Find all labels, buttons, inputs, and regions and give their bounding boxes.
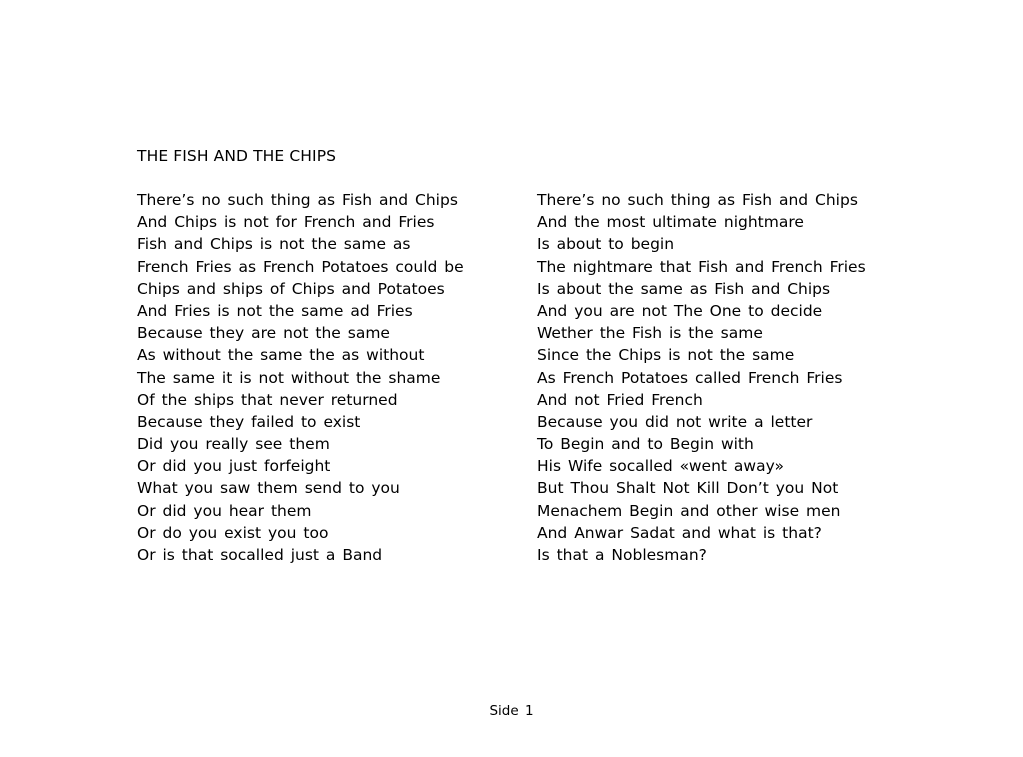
poem-line: Menachem Begin and other wise men (537, 501, 841, 520)
poem-line: And the most ultimate nightmare (537, 213, 804, 232)
poem-line: Since the Chips is not the same (537, 346, 795, 365)
poem-column-right (537, 189, 866, 566)
poem-line: Is about to begin (537, 235, 675, 254)
poem-line: And Chips is not for French and Fries (137, 213, 435, 232)
poem-line: To Begin and to Begin with (537, 435, 754, 454)
poem-line: And Anwar Sadat and what is that? (537, 523, 822, 542)
poem-line: And not Fried French (537, 390, 703, 409)
poem-title: THE FISH AND THE CHIPS (137, 147, 337, 165)
poem-line: Or do you exist you too (137, 523, 329, 542)
poem-line: Because they are not the same (137, 324, 390, 343)
poem-column-left (137, 189, 464, 566)
poem-line: And Fries is not the same ad Fries (137, 301, 413, 320)
poem-line: Fish and Chips is not the same as (137, 235, 411, 254)
poem-line: And you are not The One to decide (537, 301, 823, 320)
poem-line: Or did you just forfeight (137, 457, 331, 476)
poem-line: His Wife socalled «went away» (537, 457, 784, 476)
poem-line: Chips and ships of Chips and Potatoes (137, 279, 445, 298)
poem-line: Because you did not write a letter (537, 412, 813, 431)
poem-line: As without the same the as without (137, 346, 425, 365)
poem-line: Did you really see them (137, 435, 330, 454)
poem-line: Or did you hear them (137, 501, 312, 520)
poem-line: Is about the same as Fish and Chips (537, 279, 831, 298)
poem-line: But Thou Shalt Not Kill Don’t you Not (537, 479, 839, 498)
poem-line: The nightmare that Fish and French Fries (537, 257, 866, 276)
poem-line: French Fries as French Potatoes could be (137, 257, 464, 276)
poem-line: The same it is not without the shame (137, 368, 441, 387)
poem-line: Of the ships that never returned (137, 390, 398, 409)
poem-line: There’s no such thing as Fish and Chips (537, 191, 858, 209)
poem-line: As French Potatoes called French Fries (537, 368, 843, 387)
poem-line: Or is that socalled just a Band (137, 546, 383, 564)
poem-line: What you saw them send to you (137, 479, 400, 498)
page-footer: Side 1 (489, 703, 534, 719)
poem-line: Wether the Fish is the same (537, 324, 763, 343)
poem-line: There’s no such thing as Fish and Chips (137, 191, 458, 209)
poem-line: Is that a Noblesman? (537, 546, 707, 564)
poem-line: Because they failed to exist (137, 412, 361, 431)
